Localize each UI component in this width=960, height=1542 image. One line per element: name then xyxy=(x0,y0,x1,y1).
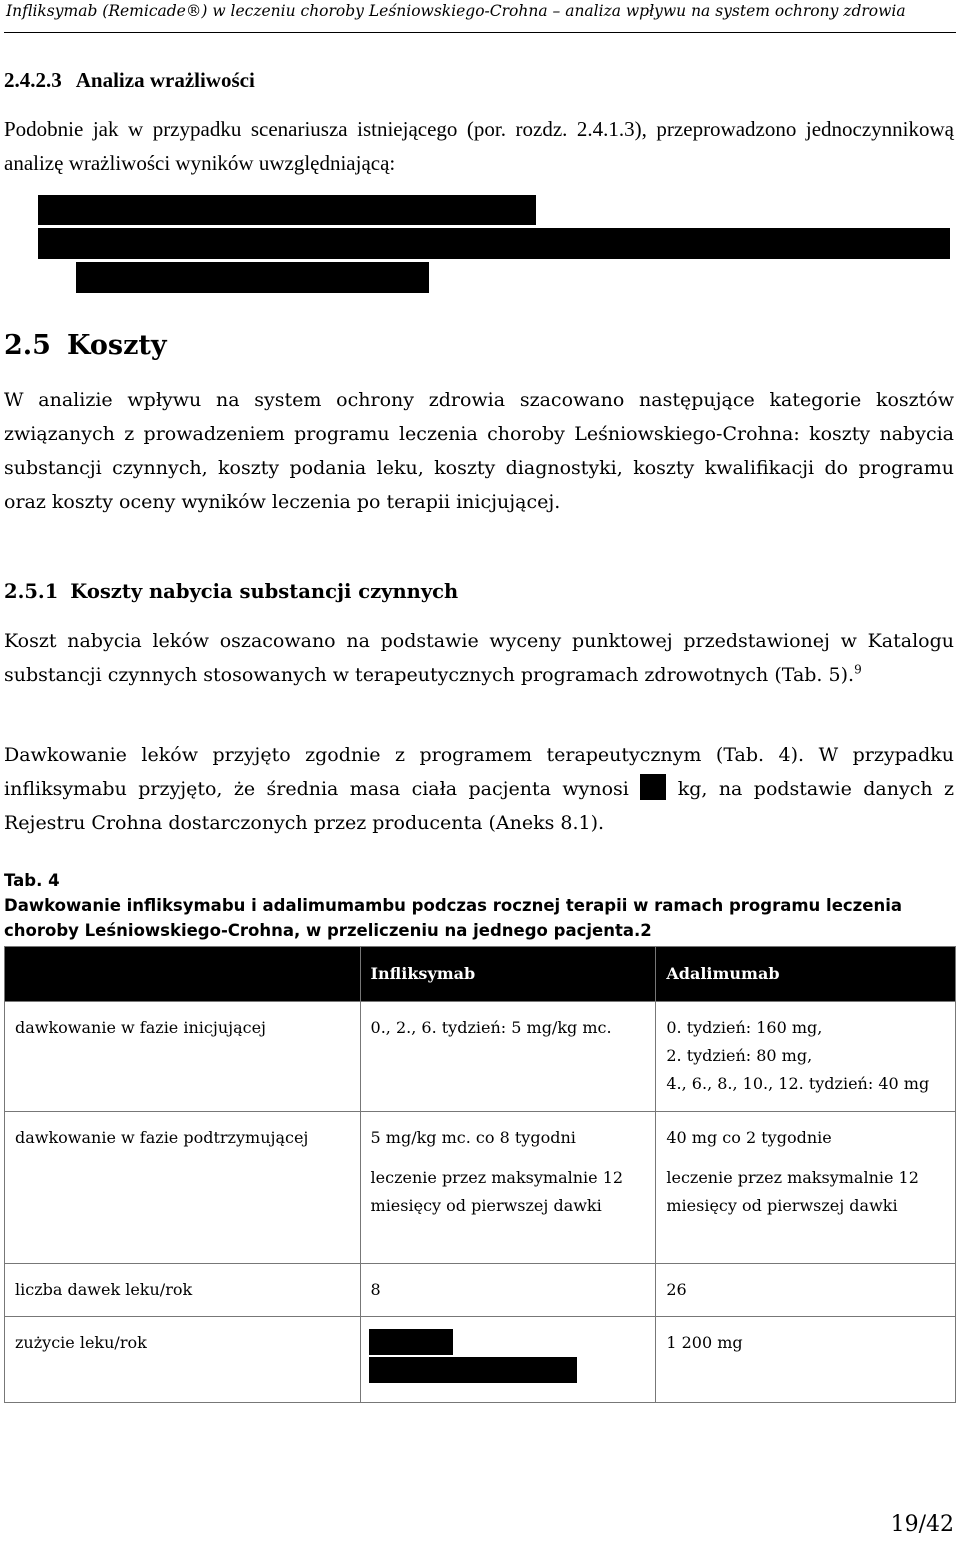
section-heading-25 xyxy=(4,330,167,361)
redacted-inline xyxy=(640,774,666,800)
table-row xyxy=(5,1317,956,1403)
table-row xyxy=(5,1112,956,1264)
table-header-row xyxy=(5,947,956,1002)
table-label: Tab. 4 xyxy=(4,871,60,890)
table-cell xyxy=(656,1317,956,1403)
section-title: Koszty nabycia substancji czynnych xyxy=(70,580,459,603)
running-header: Infliksymab (Remicade®) w leczeniu choroby Leśniowskiego-Crohna – analiza wpływu na system ochrony zdrowia xyxy=(6,2,906,20)
row-label: dawkowanie w fazie inicjującej xyxy=(5,1002,361,1112)
paragraph-sensitivity: Podobnie jak w przypadku scenariusza istniejącego (por. rozdz. 2.4.1.3), przeprowadzono jednoczynnikową analizę wrażliwości wyników uwzględniającą: xyxy=(4,117,954,175)
table-cell xyxy=(360,1264,656,1317)
header-divider xyxy=(4,32,956,33)
page-number: 19/42 xyxy=(890,1512,954,1537)
section-heading-251 xyxy=(4,580,458,603)
paragraph-acquisition xyxy=(4,624,954,692)
cell-text: 2. tydzień: 80 mg, xyxy=(666,1046,813,1065)
table-cell xyxy=(656,1002,956,1112)
redacted-block xyxy=(38,195,536,225)
table-row xyxy=(5,1002,956,1112)
table-cell xyxy=(360,1317,656,1403)
redacted-block xyxy=(369,1329,453,1355)
section-number: 2.4.2.3 xyxy=(4,68,62,92)
column-header xyxy=(5,947,361,1002)
paragraph-dosing xyxy=(4,738,954,840)
cell-text: 0. tydzień: 160 mg, xyxy=(666,1018,823,1037)
cell-text: 26 xyxy=(666,1280,687,1299)
redacted-block xyxy=(369,1357,577,1383)
cell-text: 8 xyxy=(370,1280,381,1299)
cell-text: 0., 2., 6. tydzień: 5 mg/kg mc. xyxy=(370,1018,612,1037)
table-row xyxy=(5,1264,956,1317)
column-header: Infliksymab xyxy=(360,947,656,1002)
section-number: 2.5 xyxy=(4,330,51,361)
paragraph-text: Dawkowanie leków przyjęto zgodnie z programem terapeutycznym (Tab. 4). W przypadku infliksymabu przyjęto, że średnia masa ciała pacjenta wynosi xyxy=(4,744,954,800)
redacted-block xyxy=(76,262,429,293)
paragraph-costs: W analizie wpływu na system ochrony zdrowia szacowano następujące kategorie kosztów związanych z prowadzeniem programu leczenia choroby Leśniowskiego-Crohna: koszty nabycia substancji czynnych, koszty podania leku, koszty diagnostyki, koszty kwalifikacji do programu oraz koszty oceny wyników leczenia po terapii inicjującej. xyxy=(4,389,954,513)
table-cell xyxy=(360,1002,656,1112)
paragraph-text: Koszt nabycia leków oszacowano na podstawie wyceny punktowej przedstawionej w Katalogu substancji czynnych stosowanych w terapeutycznych programach zdrowotnych (Tab. 5). xyxy=(4,630,954,686)
footnote-ref: 9 xyxy=(854,662,862,677)
table-title: Dawkowanie infliksymabu i adalimumambu podczas rocznej terapii w ramach programu leczenia choroby Leśniowskiego-Crohna, w przeliczeniu na jednego pacjenta.2 xyxy=(4,896,902,940)
cell-text: leczenie przez maksymalnie 12 miesięcy od pierwszej dawki xyxy=(370,1168,624,1215)
table-cell xyxy=(656,1264,956,1317)
section-heading-2423 xyxy=(4,68,255,93)
section-number: 2.5.1 xyxy=(4,580,59,603)
cell-text: 4., 6., 8., 10., 12. tydzień: 40 mg xyxy=(666,1074,930,1093)
column-header: Adalimumab xyxy=(656,947,956,1002)
section-title: Analiza wrażliwości xyxy=(75,68,255,92)
table-caption xyxy=(4,868,954,943)
cell-text: leczenie przez maksymalnie 12 miesięcy od pierwszej dawki xyxy=(666,1168,919,1215)
row-label: liczba dawek leku/rok xyxy=(5,1264,361,1317)
table-cell xyxy=(656,1112,956,1264)
cell-text: 1 200 mg xyxy=(666,1333,743,1352)
redacted-block xyxy=(38,228,950,259)
row-label: zużycie leku/rok xyxy=(5,1317,361,1403)
table-cell xyxy=(360,1112,656,1264)
section-title: Koszty xyxy=(66,330,167,361)
paragraph-text: kg, na podstawie danych z Rejestru Crohna dostarczonych przez producenta (Aneks 8.1). xyxy=(4,778,954,834)
cell-text: 5 mg/kg mc. co 8 tygodni xyxy=(370,1128,576,1147)
dosing-table xyxy=(4,946,956,1403)
cell-text: 40 mg co 2 tygodnie xyxy=(666,1128,832,1147)
row-label: dawkowanie w fazie podtrzymującej xyxy=(5,1112,361,1264)
